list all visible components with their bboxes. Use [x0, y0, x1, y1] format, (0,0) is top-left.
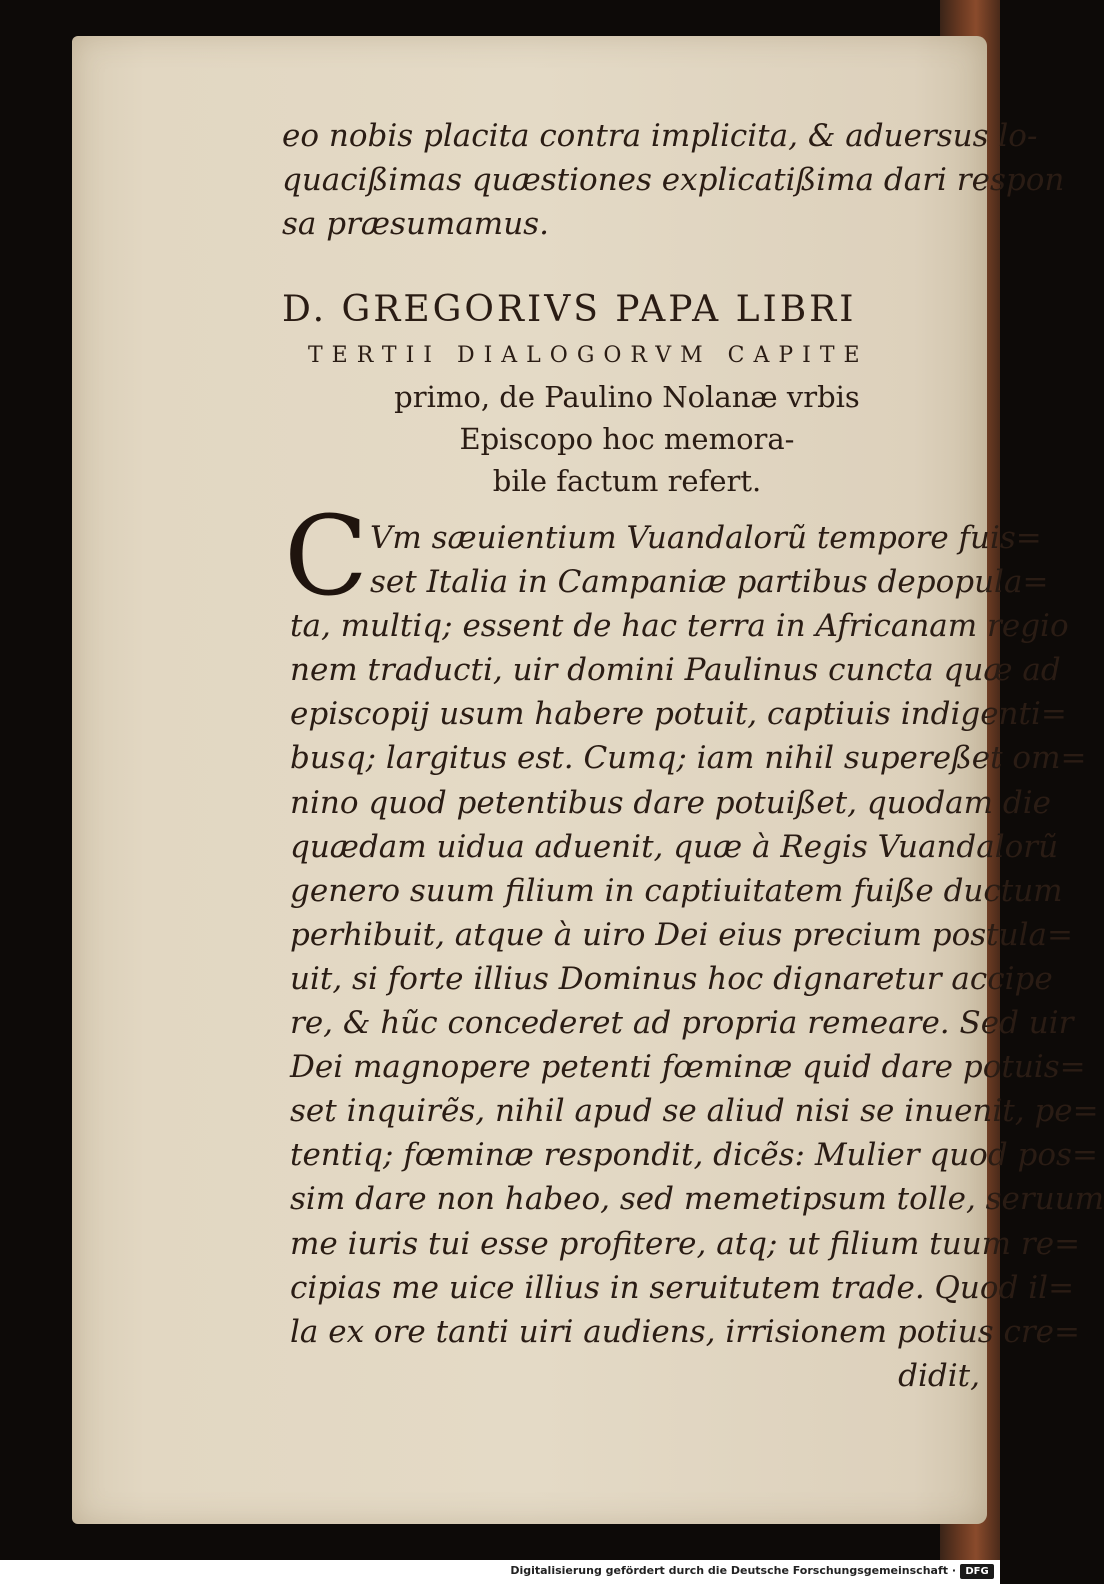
body-paragraph: [290, 516, 1104, 1398]
text-line: eo nobis placita contra implicita, & aduersus lo-: [282, 118, 1038, 154]
drop-cap-initial: C: [284, 492, 369, 620]
text-line: quædam uidua aduenit, quæ à Regis Vuandalorũ: [290, 828, 1059, 865]
subtitle-line: primo, de Paulino Nolanæ vrbis: [394, 380, 860, 414]
text-line: me iuris tui esse profitere, atq; ut filium tuum re=: [290, 1225, 1081, 1262]
text-line: la ex ore tanti uiri audiens, irrisionem potius cre=: [290, 1313, 1080, 1350]
digitization-footer: [0, 1560, 1000, 1584]
text-line: nem traducti, uir domini Paulinus cuncta quæ ad: [290, 652, 1061, 689]
text-line: genero suum filium in captiuitatem fuiße ductum: [290, 872, 1063, 909]
text-line: uit, si forte illius Dominus hoc dignaretur accipe: [290, 960, 1053, 997]
chapter-subheading: TERTII DIALOGORVM CAPITE: [308, 343, 869, 368]
text-line: perhibuit, atque à uiro Dei eius precium postula=: [290, 916, 1073, 953]
subtitle-line: Episcopo hoc memora-: [459, 422, 795, 456]
text-line: nino quod petentibus dare potuißet, quodam die: [290, 784, 1051, 821]
text-line: re, & hũc concederet ad propria remeare. Sed uir: [290, 1005, 1074, 1042]
text-line: episcopij usum habere potuit, captiuis indigenti=: [290, 696, 1067, 733]
text-line: busq; largitus est. Cumq; iam nihil supereßet om=: [290, 740, 1087, 777]
text-line: Vm sæuientium Vuandalorũ tempore fuis=: [370, 520, 1042, 556]
text-line: quacißimas quæstiones explicatißima dari respon: [282, 162, 1065, 198]
text-line: cipias me uice illius in seruitutem trade. Quod il=: [290, 1269, 1075, 1306]
footer-credit: Digitalisierung gefördert durch die Deutsche Forschungsgemeinschaft ·: [510, 1564, 956, 1577]
text-line: Dei magnopere petenti fœminæ quid dare potuis=: [290, 1049, 1086, 1086]
text-line: sim dare non habeo, sed memetipsum tolle, seruum: [290, 1181, 1104, 1218]
chapter-heading: D. GREGORIVS PAPA LIBRI: [282, 289, 857, 330]
subtitle-line: bile factum refert.: [492, 464, 762, 498]
text-line: tentiq; fœminæ respondit, dicẽs: Mulier quod pos=: [290, 1137, 1098, 1174]
text-line: sa præsumamus.: [282, 206, 549, 242]
text-line: didit,: [898, 1357, 980, 1394]
text-line: set Italia in Campaniæ partibus depopula=: [370, 564, 1049, 601]
text-line: ta, multiq; essent de hac terra in Africanam regio: [290, 608, 1069, 645]
top-paragraph: [282, 114, 1065, 246]
dfg-logo: DFG: [960, 1564, 994, 1579]
text-line: set inquirẽs, nihil apud se aliud nisi se inuenit, pe=: [290, 1093, 1099, 1130]
book-page: [72, 36, 1104, 1524]
chapter-subtitle: [282, 376, 972, 502]
